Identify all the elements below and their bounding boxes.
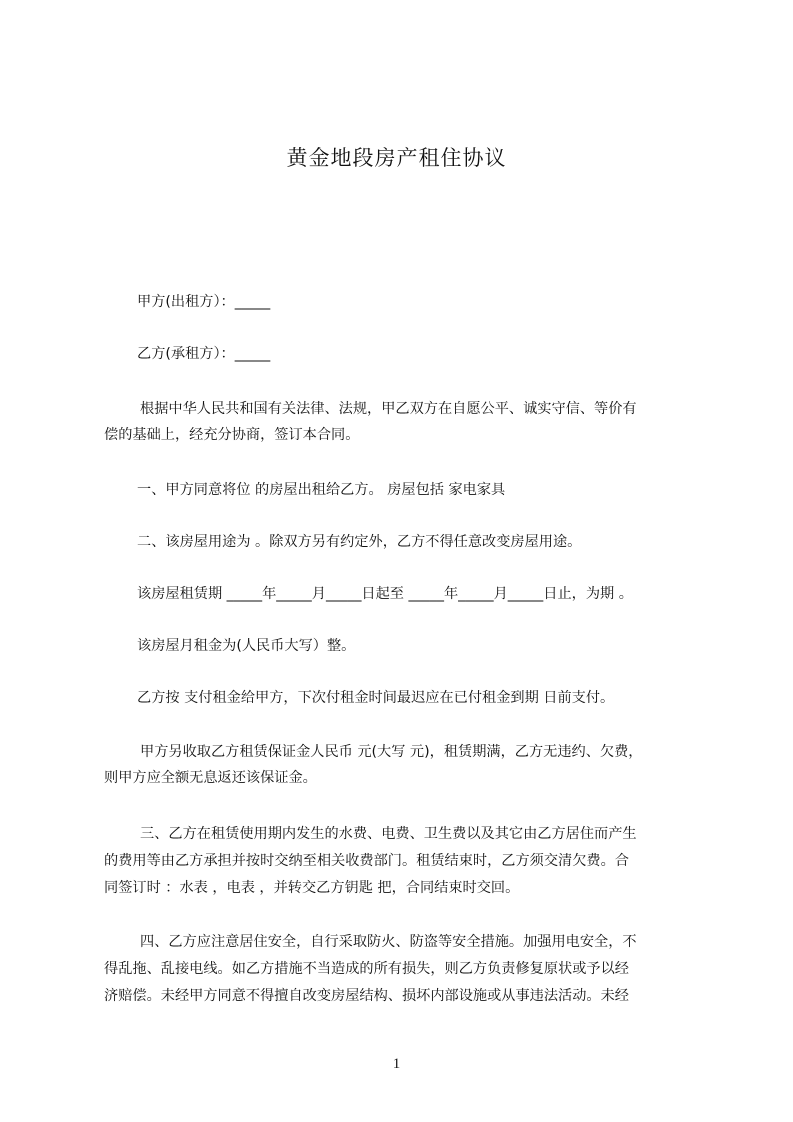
lease-term: 该房屋租赁期 _____年_____月_____日起至 _____年_____月_____日止，为期 。 — [137, 586, 633, 602]
party-a-line: 甲方(出租方）：_____ — [137, 294, 271, 310]
intro-line-1: 根据中华人民共和国有关法律、法规，甲乙双方在自愿公平、诚实守信、等价有 — [140, 401, 637, 417]
clause-4-line-1: 四、乙方应注意居住安全，自行采取防火、防盗等安全措施。加强用电安全，不 — [140, 934, 637, 950]
intro-line-2: 偿的基础上，经充分协商，签订本合同。 — [104, 427, 360, 443]
clause-3-line-2: 的费用等由乙方承担并按时交纳至相关收费部门。租赁结束时，乙方须交清欠费。合 — [104, 853, 629, 869]
party-b-line: 乙方(承租方）：_____ — [137, 346, 271, 362]
clause-1: 一、甲方同意将位 的房屋出租给乙方。 房屋包括 家电家具 — [137, 482, 506, 498]
clause-3-line-1: 三、乙方在租赁使用期内发生的水费、电费、卫生费以及其它由乙方居住而产生 — [140, 826, 637, 842]
page-number: 1 — [392, 1056, 401, 1072]
clause-4-line-3: 济赔偿。未经甲方同意不得擅自改变房屋结构、损坏内部设施或从事违法活动。未经 — [104, 988, 629, 1004]
deposit-line-2: 则甲方应全额无息返还该保证金。 — [104, 770, 317, 786]
deposit-line-1: 甲方另收取乙方租赁保证金人民币 元(大写 元)，租赁期满，乙方无违约、欠费， — [140, 744, 643, 760]
payment-terms: 乙方按 支付租金给甲方，下次付租金时间最迟应在已付租金到期 日前支付。 — [137, 690, 615, 706]
clause-4-line-2: 得乱拖、乱接电线。如乙方措施不当造成的所有损失，则乙方负责修复原状或予以经 — [104, 961, 629, 977]
clause-3-line-3: 同签订时 ：水表 ，电表 ，并转交乙方钥匙 把，合同结束时交回。 — [104, 880, 520, 896]
clause-2: 二、该房屋用途为 。除双方另有约定外，乙方不得任意改变房屋用途。 — [137, 534, 582, 550]
document-title: 黄金地段房产租住协议 — [286, 146, 507, 170]
monthly-rent: 该房屋月租金为(人民币大写）整。 — [137, 638, 356, 654]
